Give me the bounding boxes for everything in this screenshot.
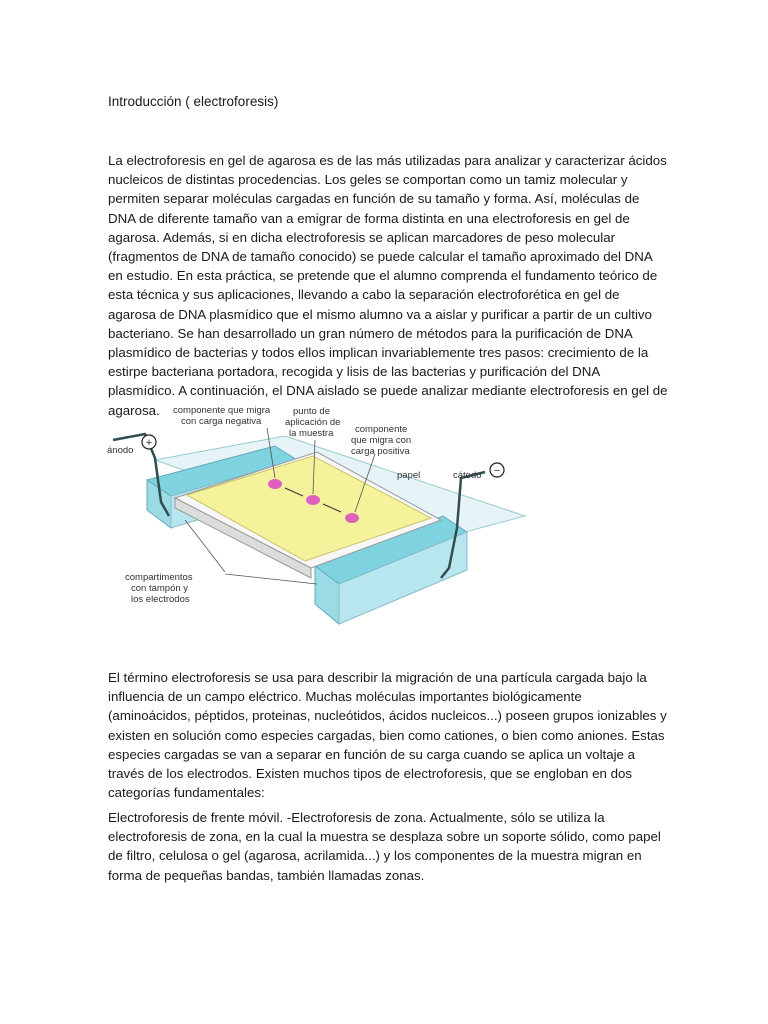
- label-sample-2: aplicación de: [285, 417, 341, 428]
- label-anodo: ánodo: [107, 445, 134, 456]
- label-compartments-3: los electrodos: [131, 594, 190, 605]
- label-sample-1: punto de: [293, 406, 330, 417]
- svg-text:−: −: [493, 465, 501, 477]
- label-compartments-1: compartimentos: [125, 572, 193, 583]
- label-pos-3: carga positiva: [351, 446, 410, 457]
- electrophoresis-diagram: [105, 398, 535, 633]
- label-compartments-2: con tampón y: [131, 583, 189, 594]
- label-neg-1: componente que migra: [173, 405, 271, 416]
- paragraph-intro: La electroforesis en gel de agarosa es de las más utilizadas para analizar y caracterizar ácidos nucleicos de distintas procedencias. Los geles se comportan como un tamiz molecular y permiten separar moléculas cargadas en función de su tamaño y forma. Así, moléculas de DNA de diferente tamaño van a emigrar de forma distinta en una electroforesis en gel de agarosa. Además, si en dicha electroforesis se aplican marcadores de peso molecular (fragmentos de DNA de tamaño conocido) se puede calcular el tamaño aproximado del DNA en estudio. En esta práctica, se pretende que el alumno comprenda el fundamento teórico de esta técnica y sus aplicaciones, llevando a cabo la separación electroforética en gel de agarosa de DNA plasmídico que el mismo alumno va a aislar y purificar a partir de un cultivo bacteriano. Se han desarrollado un gran número de métodos para la purificación de DNA plasmídico de bacterias y todos ellos implican invariablemente tres pasos: crecimiento de la estirpe bacteriana portadora, recogida y lisis de las bacterias y purificación del DNA plasmídico. A continuación, el DNA aislado se puede analizar mediante electroforesis en gel de agarosa.: [108, 153, 668, 418]
- spot-positive: [345, 513, 359, 523]
- spot-sample: [306, 495, 320, 505]
- paragraph-types: Electroforesis de frente móvil. -Electroforesis de zona. Actualmente, sólo se utiliza la electroforesis de zona, en la cual la muestra se desplaza sobre un soporte sólido, como papel de filtro, celulosa o gel (agarosa, acrilamida...) y los componentes de la muestra migran en forma de pequeñas bandas, también llamadas zonas.: [108, 810, 661, 883]
- label-neg-2: con carga negativa: [181, 416, 262, 427]
- label-pos-2: que migra con: [351, 435, 412, 446]
- label-papel: papel: [397, 470, 421, 481]
- spot-negative: [268, 479, 282, 489]
- label-pos-1: componente: [355, 424, 408, 435]
- svg-text:+: +: [145, 437, 153, 449]
- page-title: Introducción ( electroforesis): [108, 94, 279, 109]
- label-catodo: cátodo: [453, 470, 482, 481]
- label-sample-3: la muestra: [289, 428, 334, 439]
- paragraph-definition: El término electroforesis se usa para describir la migración de una partícula cargada bajo la influencia de un campo eléctrico. Muchas moléculas importantes biológicamente (aminoácidos, péptidos, proteinas, nucleótidos, ácidos nucleicos...) poseen grupos ionizables y existen en solución como especies cargadas, bien como cationes, o bien como aniones. Estas especies cargadas se van a separar en función de su carga cuando se aplica un voltaje a través de los electrodos. Existen muchos tipos de electroforesis, que se engloban en dos categorías fundamentales:: [108, 670, 667, 801]
